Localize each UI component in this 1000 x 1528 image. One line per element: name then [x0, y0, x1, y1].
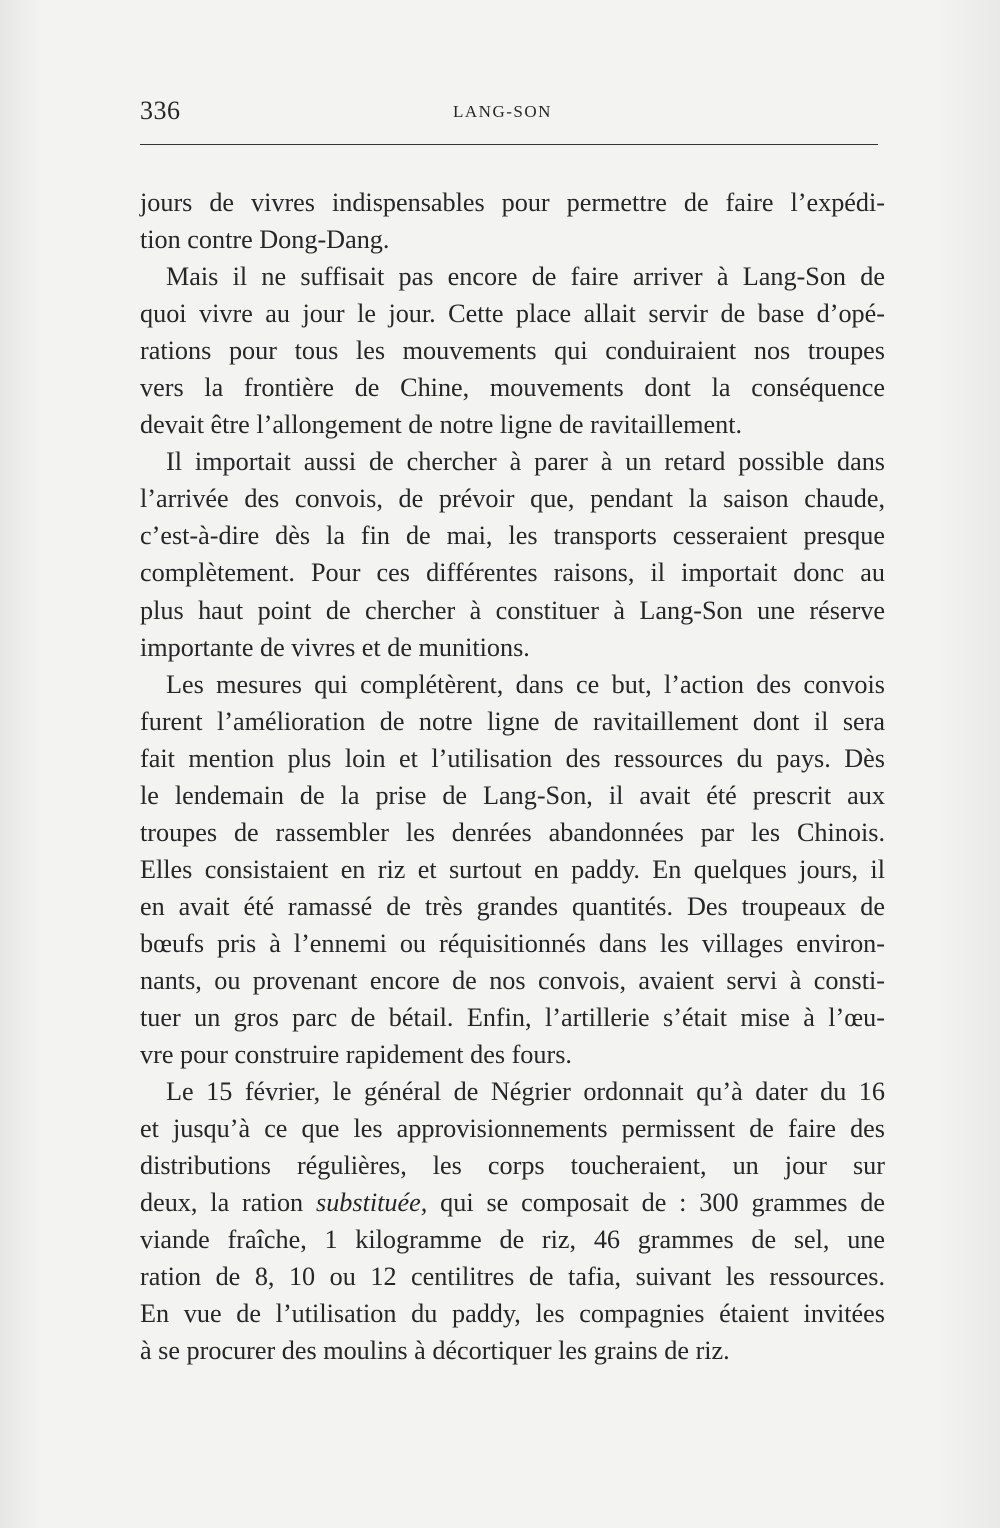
text-line-with-italic [140, 1184, 885, 1221]
text-line: à se procurer des moulins à décortiquer les grains de riz. [140, 1336, 730, 1366]
text-line: le lendemain de la prise de Lang-Son, il avait été prescrit aux [140, 780, 885, 810]
paragraph-5 [140, 1073, 885, 1369]
text-line: Le 15 février, le général de Négrier ordonnait qu’à dater du 16 [166, 1077, 885, 1107]
body-text [140, 184, 885, 1370]
text-line: et jusqu’à ce que les approvisionnements permissent de faire des [140, 1114, 885, 1144]
text-line: Il importait aussi de chercher à parer à un retard possible dans [166, 447, 885, 477]
text-line: importante de vivres et de munitions. [140, 632, 530, 662]
text-line: quoi vivre au jour le jour. Cette place allait servir de base d’opé- [140, 299, 885, 329]
text-line: tion contre Dong-Dang. [140, 225, 390, 255]
text-line: viande fraîche, 1 kilogramme de riz, 46 grammes de sel, une [140, 1225, 885, 1255]
text-line: bœufs pris à l’ennemi ou réquisitionnés dans les villages environ- [140, 928, 885, 958]
text-line: rations pour tous les mouvements qui conduiraient nos troupes [140, 336, 885, 366]
text-line: plus haut point de chercher à constituer à Lang-Son une réserve [140, 595, 885, 625]
text-line: fait mention plus loin et l’utilisation des ressources du pays. Dès [140, 743, 885, 773]
text-line: c’est-à-dire dès la fin de mai, les transports cesseraient presque [140, 521, 885, 551]
text-line: vre pour construire rapidement des fours. [140, 1040, 572, 1070]
text-line: en avait été ramassé de très grandes quantités. Des troupeaux de [140, 891, 885, 921]
italic-term: substituée, [316, 1188, 428, 1218]
text-line: l’arrivée des convois, de prévoir que, pendant la saison chaude, [140, 484, 885, 514]
text-line: tuer un gros parc de bétail. Enfin, l’artillerie s’était mise à l’œu- [140, 1003, 885, 1033]
text-line: troupes de rassembler les denrées abandonnées par les Chinois. [140, 817, 885, 847]
text-line: jours de vivres indispensables pour permettre de faire l’expédi- [140, 188, 885, 217]
page-header [140, 96, 878, 128]
text-line: Les mesures qui complétèrent, dans ce but, l’action des convois [166, 669, 885, 699]
running-title: LANG-SON [453, 102, 552, 121]
paragraph-2 [140, 258, 885, 443]
text-line: furent l’amélioration de notre ligne de ravitaillement dont il sera [140, 706, 885, 736]
header-rule [140, 144, 878, 145]
text-line: Mais il ne suffisait pas encore de faire arriver à Lang-Son de [166, 262, 885, 292]
text-line: nants, ou provenant encore de nos convois, avaient servi à consti- [140, 965, 885, 995]
text-segment: deux, la ration [140, 1188, 316, 1218]
paragraph-3 [140, 443, 885, 665]
text-line: distributions régulières, les corps toucheraient, un jour sur [140, 1151, 885, 1181]
text-line: En vue de l’utilisation du paddy, les compagnies étaient invitées [140, 1299, 885, 1329]
page-number: 336 [140, 96, 181, 125]
text-segment: qui se composait de : 300 grammes de [427, 1188, 886, 1218]
text-line: vers la frontière de Chine, mouvements dont la conséquence [140, 373, 885, 403]
paragraph-4 [140, 666, 885, 1074]
text-line: Elles consistaient en riz et surtout en paddy. En quelques jours, il [140, 854, 885, 884]
paragraph-1 [140, 184, 885, 258]
text-line: ration de 8, 10 ou 12 centilitres de tafia, suivant les ressources. [140, 1262, 885, 1292]
text-line: complètement. Pour ces différentes raisons, il importait donc au [140, 558, 885, 588]
text-line: devait être l’allongement de notre ligne de ravitaillement. [140, 410, 743, 440]
